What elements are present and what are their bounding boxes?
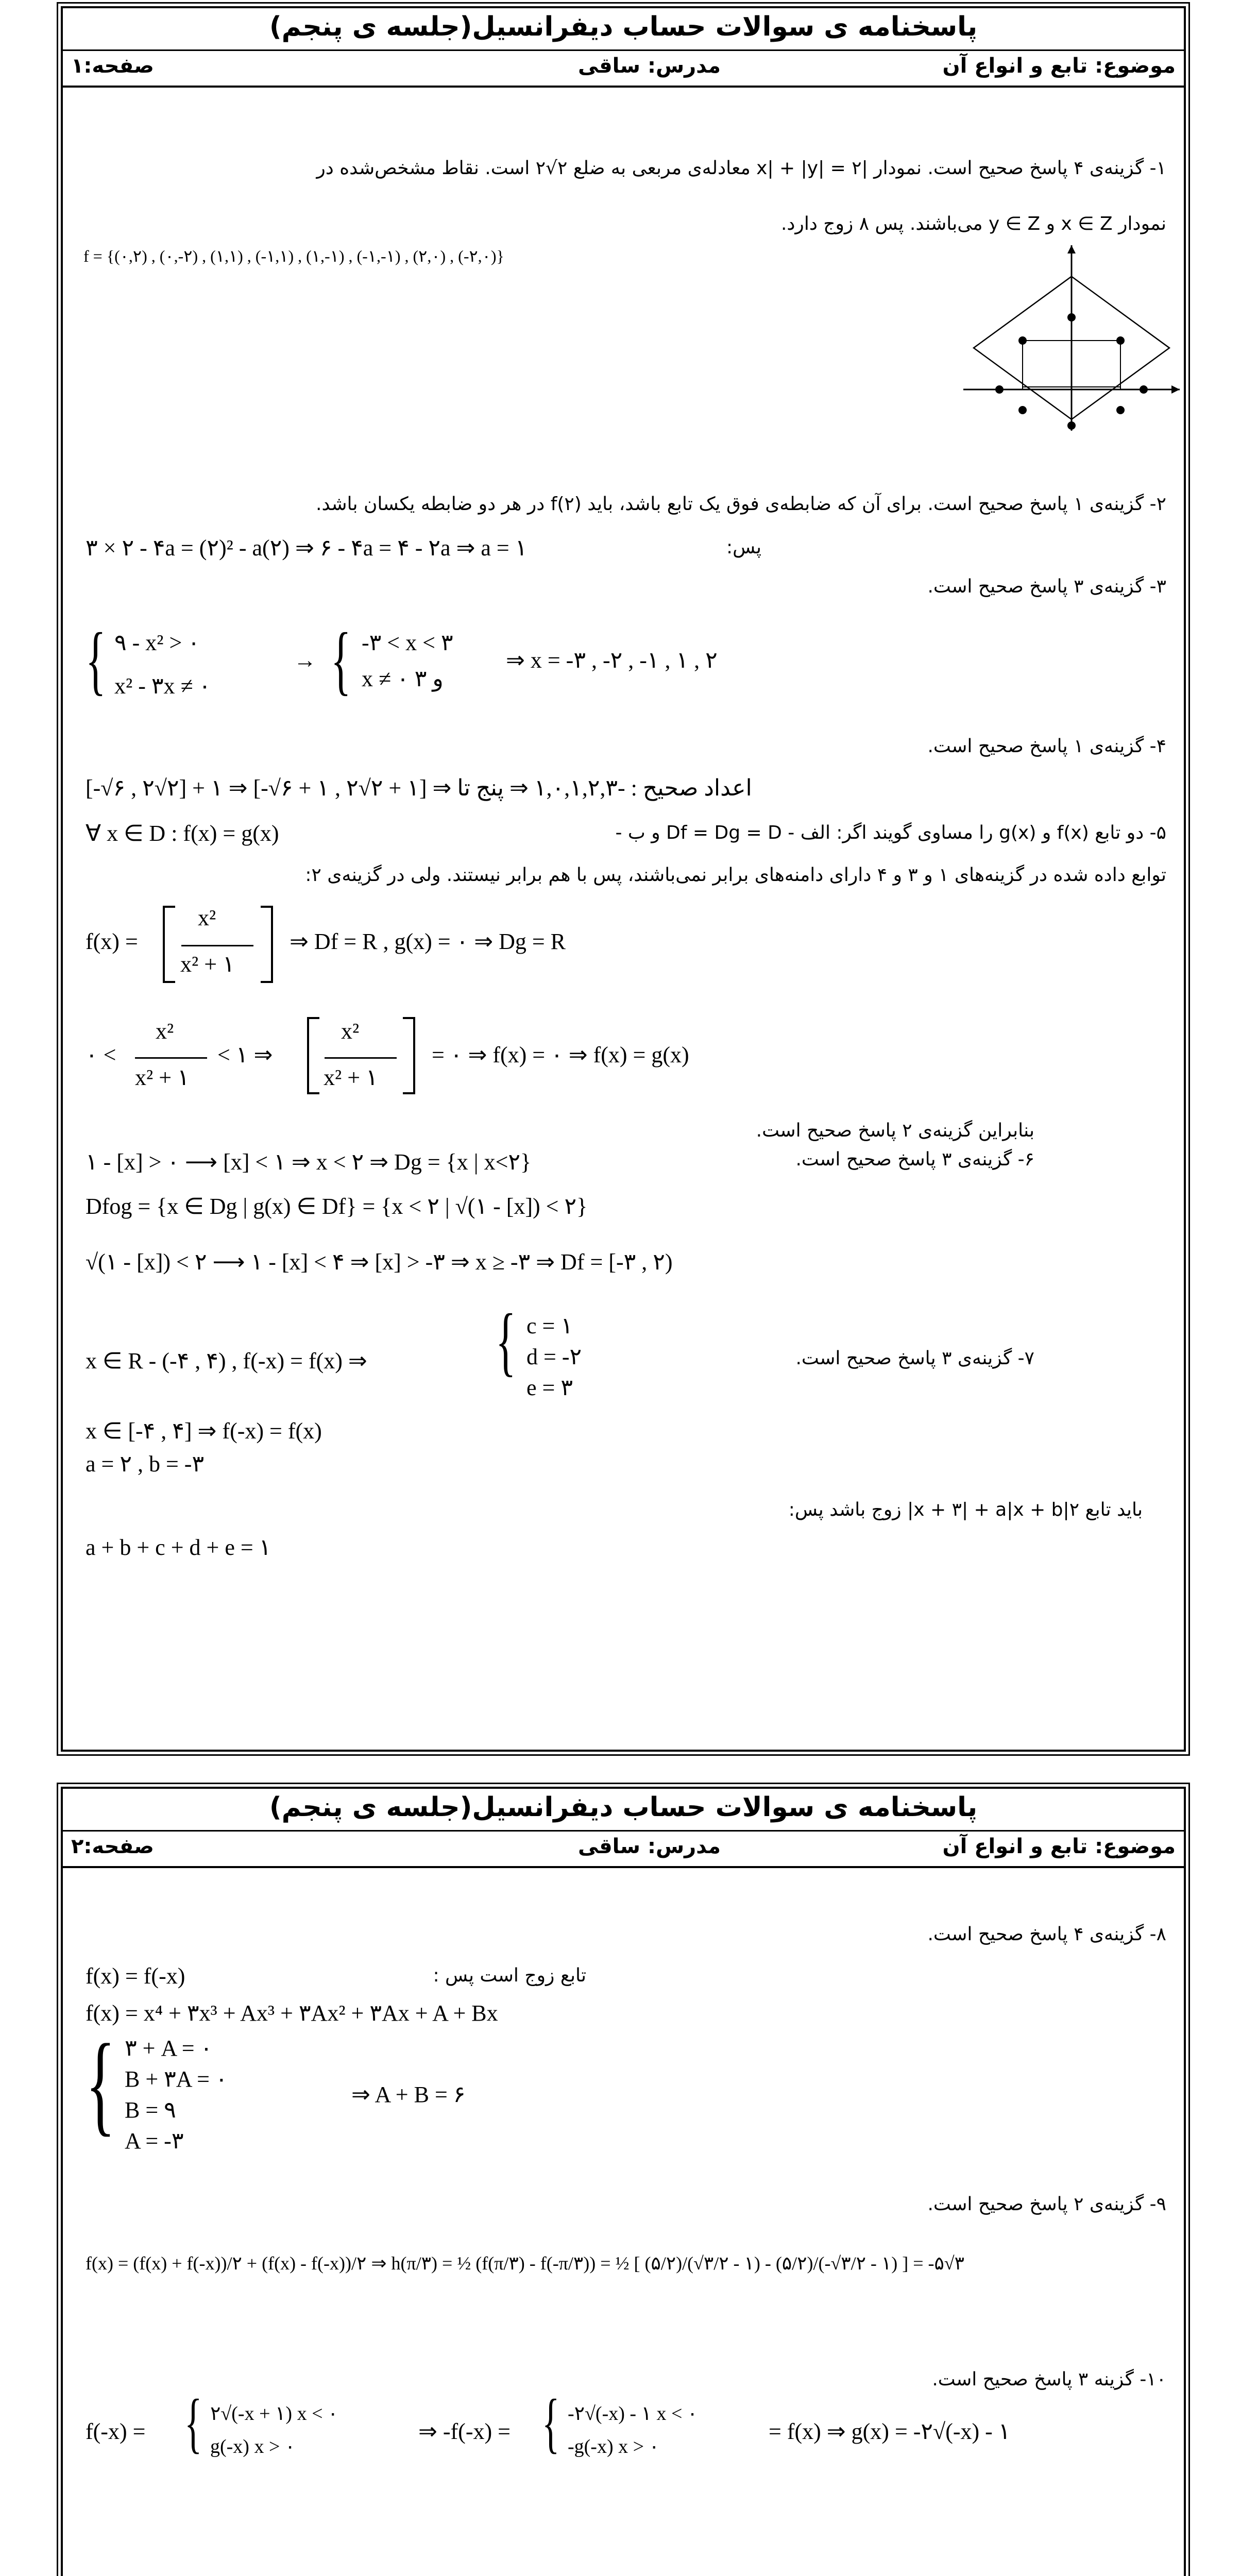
page-number: صفحه:۲ [71,1835,154,1858]
answer-10-p2: g(-x) x > ۰ [210,2436,296,2458]
answer-7-text: ۷- گزینه‌ی ۳ پاسخ صحیح است. [795,1348,1034,1369]
fraction-bar [325,1057,397,1059]
lattice-point [995,385,1004,394]
answer-8-result: ⇒ A + B = ۶ [351,2082,466,2107]
teacher-label: مدرس: ساقی [578,54,721,78]
answer-10-p1: ۲√(-x + ۱) x < ۰ [210,2403,338,2425]
fraction-bar [135,1057,207,1059]
answer-2-pas: پس: [726,537,761,558]
answer-2-equation: ۳ × ۲ - ۴a = (۲)² - a(۲) ⇒ ۶ - ۴a = ۴ - ۲a ⇒ a = ۱ [86,535,528,561]
answer-6-text: ۶- گزینه‌ی ۳ پاسخ صحیح است. [795,1149,1034,1170]
answer-5-fraction-den: x² + ۱ [180,952,235,977]
answer-10-lhs: f(-x) = [86,2419,146,2444]
answer-3-final: ⇒ x = -۳ , -۲ , -۱ , ۱ , ۲ [506,648,718,673]
answer-7-eq2: x ∈ [-۴ , ۴] ⇒ f(-x) = f(x) [86,1418,322,1444]
answer-1-text-2: نمودار x ∈ Z و y ∈ Z می‌باشند. پس ۸ زوج دارد. [780,213,1166,234]
answer-9-equation: f(x) = (f(x) + f(-x))/۲ + (f(x) - f(-x))/۲ ⇒ h(π/۳) = ½ (f(π/۳) - f(-π/۳)) = ½ [ (۵/۲)/(√۳/۲ - ۱) - (۵/۲)/(-√۳/۲ - ۱) ] = -۵√۳ [86,2253,964,2274]
answer-2-text: ۲- گزینه‌ی ۱ پاسخ صحیح است. برای آن که ضابطه‌ی فوق یک تابع باشد، باید f(۲) در هر دو ضابطه یکسان باشد. [316,494,1166,515]
lattice-point [1116,406,1125,414]
left-bracket-icon [305,1017,321,1094]
answer-6-eq3: √(۱ - [x]) < ۲ ⟶ ۱ - [x] < ۴ ⇒ [x] > -۳ ⇒ x ≥ -۳ ⇒ Df = [-۳ , ۲) [86,1249,673,1275]
answer-5-fraction-num: x² [156,1019,174,1044]
lattice-point [1018,406,1027,414]
answer-8-eq1: f(x) = x⁴ + ۳x³ + Ax³ + ۳Ax² + ۳Ax + A + Bx [86,2001,498,2026]
answer-3-condition-2: x² - ۳x ≠ ۰ [114,673,211,699]
header-info-row [63,49,1184,85]
left-brace-icon: { [86,617,106,703]
right-bracket-icon [401,1017,417,1094]
left-brace-icon: { [542,2386,560,2460]
lattice-point [1067,421,1076,430]
answer-5-text: ۵- دو تابع f(x) و g(x) را مساوی گویند اگر: الف - Df = Dg = D و ب - [615,822,1166,843]
answer-3-condition-1: ۹ - x² > ۰ [114,630,200,655]
answer-3-result-1: -۳ < x < ۳ [362,630,453,655]
left-brace-icon: { [496,1298,516,1384]
answer-7-e: e = ۳ [526,1375,573,1400]
answer-10-rhs: = f(x) ⇒ g(x) = -۲√(-x) - ۱ [769,2419,1011,2444]
answer-sheet-page-2 [61,1787,1186,2576]
answer-5-eq2-mid: < ۱ ⇒ [217,1042,273,1067]
subject-label: موضوع: تابع و انواع آن [942,54,1176,78]
page-title: پاسخنامه ی سوالات حساب دیفرانسیل(جلسه ی پنجم) [269,11,978,42]
answer-10-q1: -۲√(-x) - ۱ x < ۰ [568,2403,698,2425]
answer-5-text-2: توابع داده شده در گزینه‌های ۱ و ۳ و ۴ دارای دامنه‌های برابر نمی‌باشند، پس با هم برابر نیستند. ولی در گزینه‌ی ۲: [305,865,1166,886]
answer-1-text: ۱- گزینه‌ی ۴ پاسخ صحیح است. نمودار |x| + |y| = ۲ معادله‌ی مربعی به ضلع ۲√۲ است. نقاط مشخص‌شده در [316,158,1166,179]
answer-3-text: ۳- گزینه‌ی ۳ پاسخ صحیح است. [927,576,1166,597]
answer-5-fraction-num: x² [341,1019,360,1044]
fraction-bar [181,945,253,946]
right-bracket-icon [259,906,275,983]
answer-6-eq1: ۱ - [x] > ۰ ⟶ [x] < ۱ ⇒ x < ۲ ⇒ Dg = {x | x<۲} [86,1149,532,1175]
answer-8-s3: B = ۹ [125,2097,176,2123]
answer-5-forall: ∀ x ∈ D : f(x) = g(x) [86,821,279,846]
x-axis-arrow-icon [1171,385,1180,394]
page-header [63,1789,1184,1868]
answer-5-eq1-lhs: f(x) = [86,929,138,954]
answer-5-fraction-den: x² + ۱ [135,1065,190,1090]
lattice-point [1116,336,1125,345]
answer-8-text: ۸- گزینه‌ی ۴ پاسخ صحیح است. [927,1924,1166,1945]
page-title: پاسخنامه ی سوالات حساب دیفرانسیل(جلسه ی پنجم) [269,1792,978,1823]
answer-8-eq0: f(x) = f(-x) [86,1963,185,1989]
answer-9-text: ۹- گزینه‌ی ۲ پاسخ صحیح است. [927,2194,1166,2215]
answer-5-fraction-num: x² [198,905,216,930]
answer-7-final: a + b + c + d + e = ۱ [86,1535,271,1560]
answer-7-eq1: x ∈ R - (-۴ , ۴) , f(-x) = f(x) ⇒ [86,1348,367,1374]
lattice-point [1018,336,1027,345]
answer-10-q2: -g(-x) x > ۰ [568,2436,659,2458]
square-lattice-graph [953,235,1185,436]
answer-5-fraction-den: x² + ۱ [324,1065,378,1090]
answer-8-s4: A = -۳ [125,2128,184,2154]
answer-5-eq1-rhs: ⇒ Df = R , g(x) = ۰ ⇒ Dg = R [290,929,566,954]
answer-4-text: ۴- گزینه‌ی ۱ پاسخ صحیح است. [927,736,1166,757]
left-brace-icon: { [184,2386,202,2460]
y-axis-arrow-icon [1067,245,1076,253]
answer-10-mid: ⇒ -f(-x) = [418,2419,511,2444]
teacher-label: مدرس: ساقی [578,1835,721,1858]
answer-7-c: c = ۱ [526,1313,573,1338]
header-info-row [63,1830,1184,1866]
answer-6-eq2: Dfog = {x ∈ Dg | g(x) ∈ Df} = {x < ۲ | √(۱ - [x]) < ۲} [86,1194,588,1219]
answer-10-text: ۱۰- گزینه ۳ پاسخ صحیح است. [932,2369,1166,2390]
answer-4-equation: [-√۶ , ۲√۲] + ۱ ⇒ [-√۶ + ۱ , ۲√۲ + ۱] ⇒ اعداد صحیح : -۱,۰,۱,۲,۳ ⇒ پنج تا [86,775,752,801]
answer-3-arrow: → [294,648,316,673]
answer-1-equation: f = {(۰,۲) , (۰,-۲) , (۱,۱) , (-۱,۱) , (۱,-۱) , (-۱,-۱) , (۲,۰) , (-۲,۰)} [83,247,504,265]
left-brace-icon: { [86,2021,116,2146]
answer-7-text-2: باید تابع ۲|x + ۳| + a|x + b| زوج باشد پس: [788,1499,1143,1520]
answer-8-note: تابع زوج است پس : [433,1965,586,1986]
subject-label: موضوع: تابع و انواع آن [942,1835,1176,1858]
lattice-point [1067,313,1076,321]
answer-5-eq2-lhs: ۰ < [86,1042,116,1067]
answer-3-result-2: x ≠ ۰ و ۳ [362,666,444,691]
answer-sheet-page-1 [61,6,1186,1752]
left-bracket-icon [161,906,177,983]
left-brace-icon: { [331,617,351,703]
answer-8-s1: ۳ + A = ۰ [125,2036,213,2061]
answer-5-conclusion: بنابراین گزینه‌ی ۲ پاسخ صحیح است. [756,1120,1034,1141]
lattice-point [1140,385,1148,394]
page-header [63,8,1184,88]
page-number: صفحه:۱ [71,54,154,78]
answer-7-eq3: a = ۲ , b = -۳ [86,1451,205,1477]
answer-5-eq2-rhs: = ۰ ⇒ f(x) = ۰ ⇒ f(x) = g(x) [432,1042,689,1067]
answer-7-d: d = -۲ [526,1344,582,1369]
answer-8-s2: B + ۳A = ۰ [125,2066,228,2092]
